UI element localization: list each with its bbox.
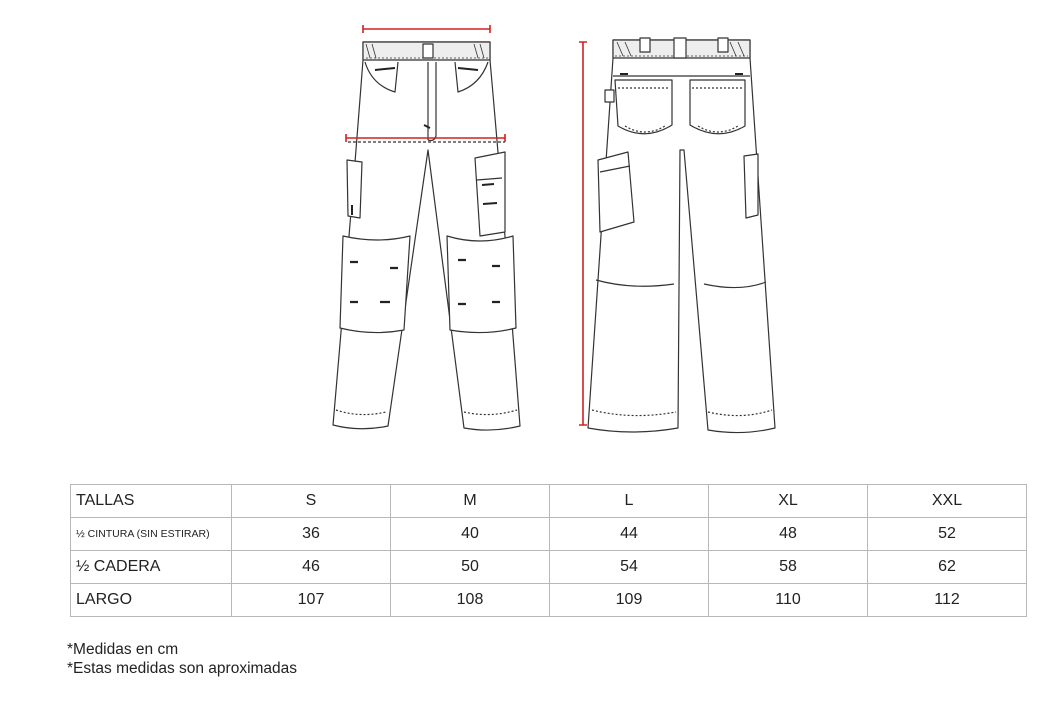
size-cell: L (550, 485, 709, 518)
size-cell: M (391, 485, 550, 518)
pants-technical-drawing (320, 20, 800, 450)
value-cell: 44 (550, 518, 709, 551)
value-cell: 110 (709, 584, 868, 617)
footnote: *Medidas en cm (67, 641, 179, 658)
waist-measure-line (363, 25, 490, 33)
value-cell: 54 (550, 551, 709, 584)
length-measure-line (579, 42, 587, 425)
value-cell: 58 (709, 551, 868, 584)
row-label-cell: ½ CADERA (71, 551, 232, 584)
table-row (71, 551, 1027, 584)
value-cell: 62 (868, 551, 1027, 584)
value-cell: 109 (550, 584, 709, 617)
value-cell: 50 (391, 551, 550, 584)
value-cell: 108 (391, 584, 550, 617)
size-cell: XXL (868, 485, 1027, 518)
table-row (71, 518, 1027, 551)
value-cell: 46 (232, 551, 391, 584)
footnote: *Estas medidas son aproximadas (67, 660, 298, 677)
value-cell: 112 (868, 584, 1027, 617)
row-label-cell: ½ CINTURA (SIN ESTIRAR) (71, 518, 232, 551)
value-cell: 40 (391, 518, 550, 551)
value-cell: 36 (232, 518, 391, 551)
table-header-row (71, 485, 1027, 518)
header-label-cell: TALLAS (71, 485, 232, 518)
value-cell: 107 (232, 584, 391, 617)
value-cell: 48 (709, 518, 868, 551)
row-label-cell: LARGO (71, 584, 232, 617)
pants-back-view (588, 38, 775, 433)
pants-front-view (333, 42, 520, 430)
size-cell: S (232, 485, 391, 518)
footnotes (67, 640, 297, 678)
value-cell: 52 (868, 518, 1027, 551)
table-row (71, 584, 1027, 617)
size-cell: XL (709, 485, 868, 518)
size-chart-table (70, 484, 1027, 617)
